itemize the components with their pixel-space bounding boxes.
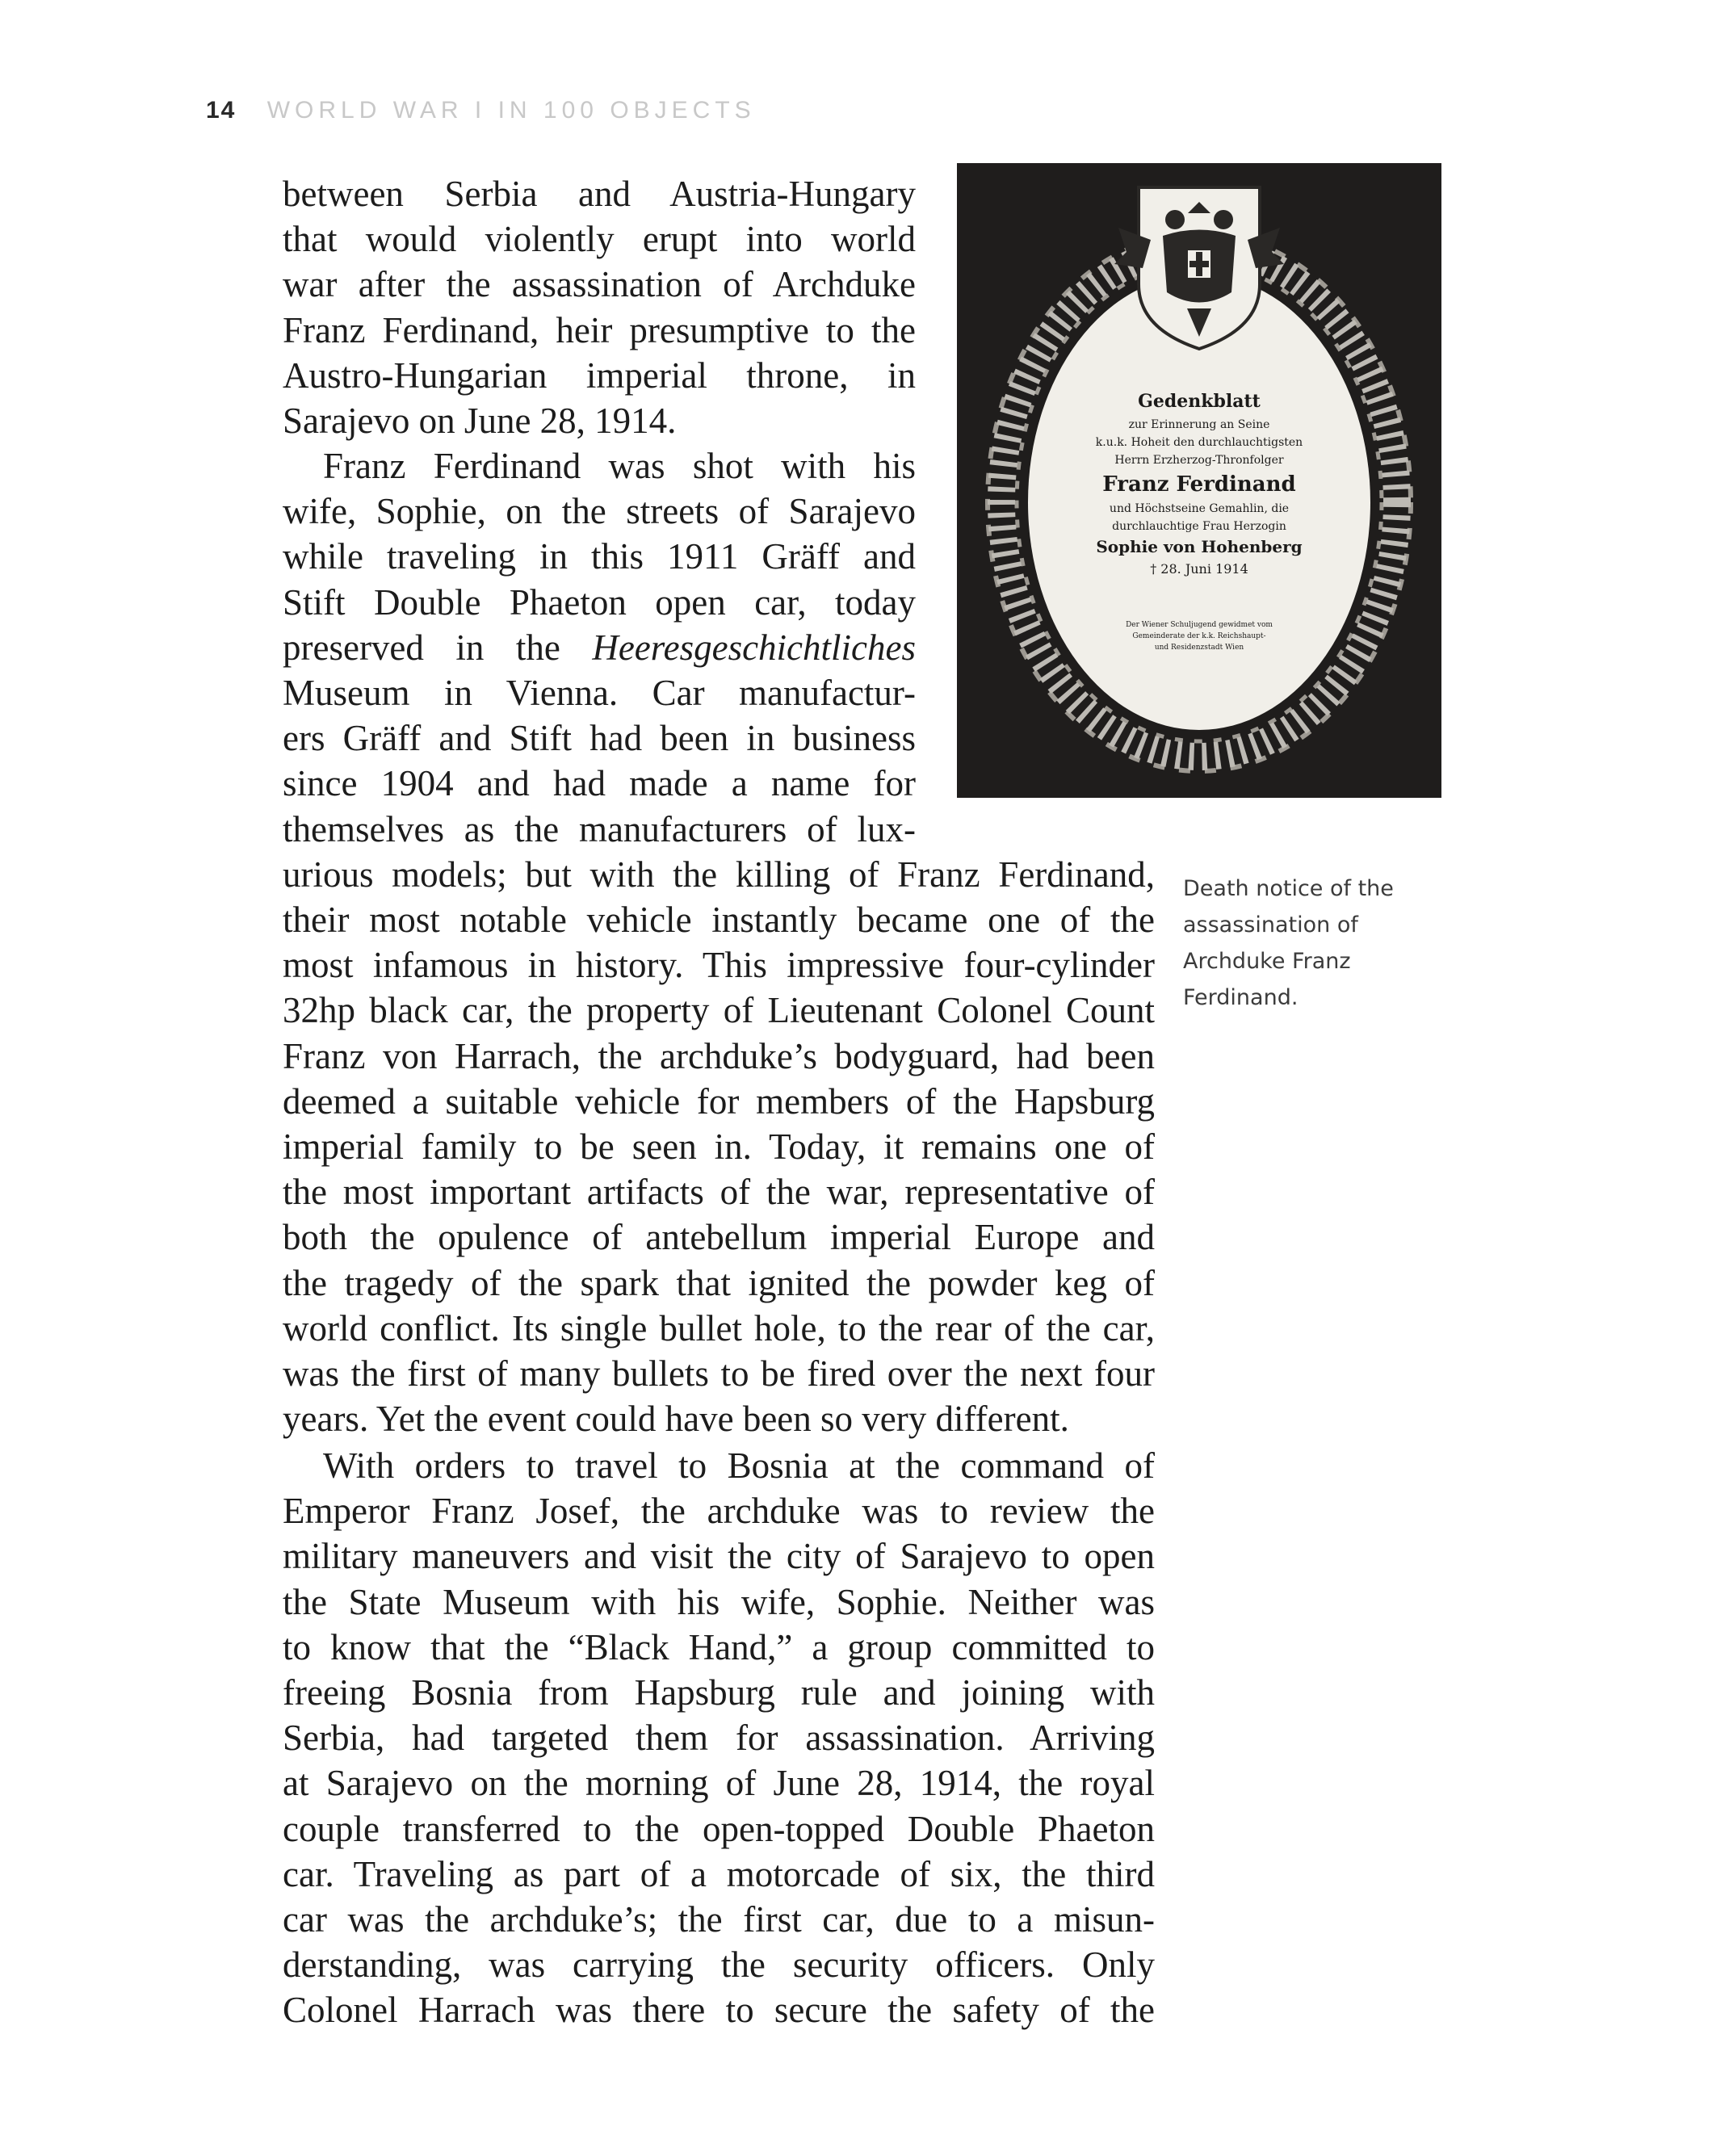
- figure-caption: Death notice of the assassination of Archduke Franz Ferdinand.: [1183, 876, 1394, 1010]
- running-header: [206, 97, 756, 124]
- text-line: the tragedy of the spark that ignited the powder keg of: [283, 1262, 1155, 1303]
- text-line: ers Gräff and Stift had been in business: [283, 718, 916, 759]
- paragraph-2: [283, 443, 1155, 1441]
- text-line: that would violently erupt into world: [283, 219, 916, 260]
- notice-footer-2: Gemeinderate der k.k. Reichshaupt-: [1132, 632, 1266, 640]
- text-line: Sarajevo on June 28, 1914.: [283, 401, 677, 442]
- text-line: freeing Bosnia from Hapsburg rule and joining with: [283, 1672, 1155, 1713]
- text-line: urious models; but with the killing of Franz Ferdinand,: [283, 854, 1155, 895]
- text-line: Austro-Hungarian imperial throne, in: [283, 354, 916, 396]
- text-line: while traveling in this 1911 Gräff and: [283, 536, 916, 577]
- text-line: at Sarajevo on the morning of June 28, 1914, the royal: [283, 1763, 1155, 1804]
- text-line: Museum in Vienna. Car manufactur-: [283, 673, 916, 714]
- text-line: military maneuvers and visit the city of Sarajevo to open: [283, 1536, 1155, 1577]
- text-line: couple transferred to the open-topped Double Phaeton: [283, 1808, 1155, 1849]
- text-line: Serbia, had targeted them for assassination. Arriving: [283, 1718, 1155, 1759]
- notice-footer-3: und Residenzstadt Wien: [1154, 644, 1244, 652]
- text-line: Franz von Harrach, the archduke’s bodyguard, had been: [283, 1035, 1155, 1076]
- notice-name-1: Franz Ferdinand: [1102, 472, 1296, 497]
- text-line: years. Yet the event could have been so very different.: [283, 1399, 1069, 1440]
- text-line: most infamous in history. This impressive four-cylinder: [283, 945, 1155, 986]
- notice-line-2: k.u.k. Hoheit den durchlauchtigsten: [1095, 436, 1303, 449]
- text-line: their most notable vehicle instantly became one of the: [283, 900, 1155, 941]
- paragraph-3: [283, 1443, 1155, 2033]
- text-line: 32hp black car, the property of Lieutenant Colonel Count: [283, 990, 1155, 1031]
- text-run: preserved in the: [283, 627, 593, 668]
- text-line: deemed a suitable vehicle for members of the Hapsburg: [283, 1080, 1155, 1122]
- text-line: world conflict. Its single bullet hole, to the rear of the car,: [283, 1307, 1155, 1349]
- text-line: the most important artifacts of the war, representative of: [283, 1172, 1155, 1213]
- text-line: themselves as the manufacturers of lux-: [283, 808, 916, 849]
- text-line: wife, Sophie, on the streets of Sarajevo: [283, 491, 916, 532]
- notice-name-2: Sophie von Hohenberg: [1096, 537, 1303, 556]
- text-line: derstanding, was carrying the security officers. Only: [283, 1944, 1155, 1986]
- text-line: [283, 625, 916, 670]
- notice-line-1: zur Erinnerung an Seine: [1128, 418, 1270, 431]
- notice-line-5: durchlauchtige Frau Herzogin: [1112, 520, 1286, 533]
- text-line: car was the archduke’s; the first car, due to a misun-: [283, 1899, 1155, 1940]
- text-line: the State Museum with his wife, Sophie. Neither was: [283, 1581, 1155, 1622]
- text-line: since 1904 and had made a name for: [283, 763, 916, 804]
- notice-footer-1: Der Wiener Schuljugend gewidmet vom: [1126, 621, 1273, 629]
- italic-museum-name: Heeresgeschichtliches: [592, 627, 916, 668]
- notice-line-4: und Höchstseine Gemahlin, die: [1109, 502, 1290, 515]
- text-line: between Serbia and Austria-Hungary: [283, 174, 916, 214]
- notice-line-3: Herrn Erzherzog-Thronfolger: [1114, 454, 1284, 467]
- text-line: Emperor Franz Josef, the archduke was to review the: [283, 1491, 1155, 1532]
- paragraph-1: [283, 171, 1155, 443]
- notice-title: Gedenkblatt: [1138, 391, 1261, 412]
- page-number: 14: [206, 97, 237, 124]
- text-line: With orders to travel to Bosnia at the command of: [323, 1445, 1155, 1486]
- notice-date: † 28. Juni 1914: [1150, 561, 1248, 577]
- text-line: car. Traveling as part of a motorcade of six, the third: [283, 1853, 1155, 1894]
- text-line: was the first of many bullets to be fired over the next four: [283, 1353, 1155, 1395]
- text-line: Colonel Harrach was there to secure the safety of the: [283, 1990, 1155, 2031]
- text-line: Franz Ferdinand, heir presumptive to the: [283, 309, 916, 350]
- text-line: imperial family to be seen in. Today, it remains one of: [283, 1126, 1155, 1168]
- text-line: both the opulence of antebellum imperial Europe and: [283, 1217, 1155, 1258]
- text-line: Stift Double Phaeton open car, today: [283, 581, 916, 623]
- text-line: war after the assassination of Archduke: [283, 264, 916, 305]
- running-title: WORLD WAR I IN 100 OBJECTS: [266, 97, 756, 124]
- text-line: Franz Ferdinand was shot with his: [323, 446, 916, 486]
- text-line: to know that the “Black Hand,” a group committed to: [283, 1626, 1155, 1667]
